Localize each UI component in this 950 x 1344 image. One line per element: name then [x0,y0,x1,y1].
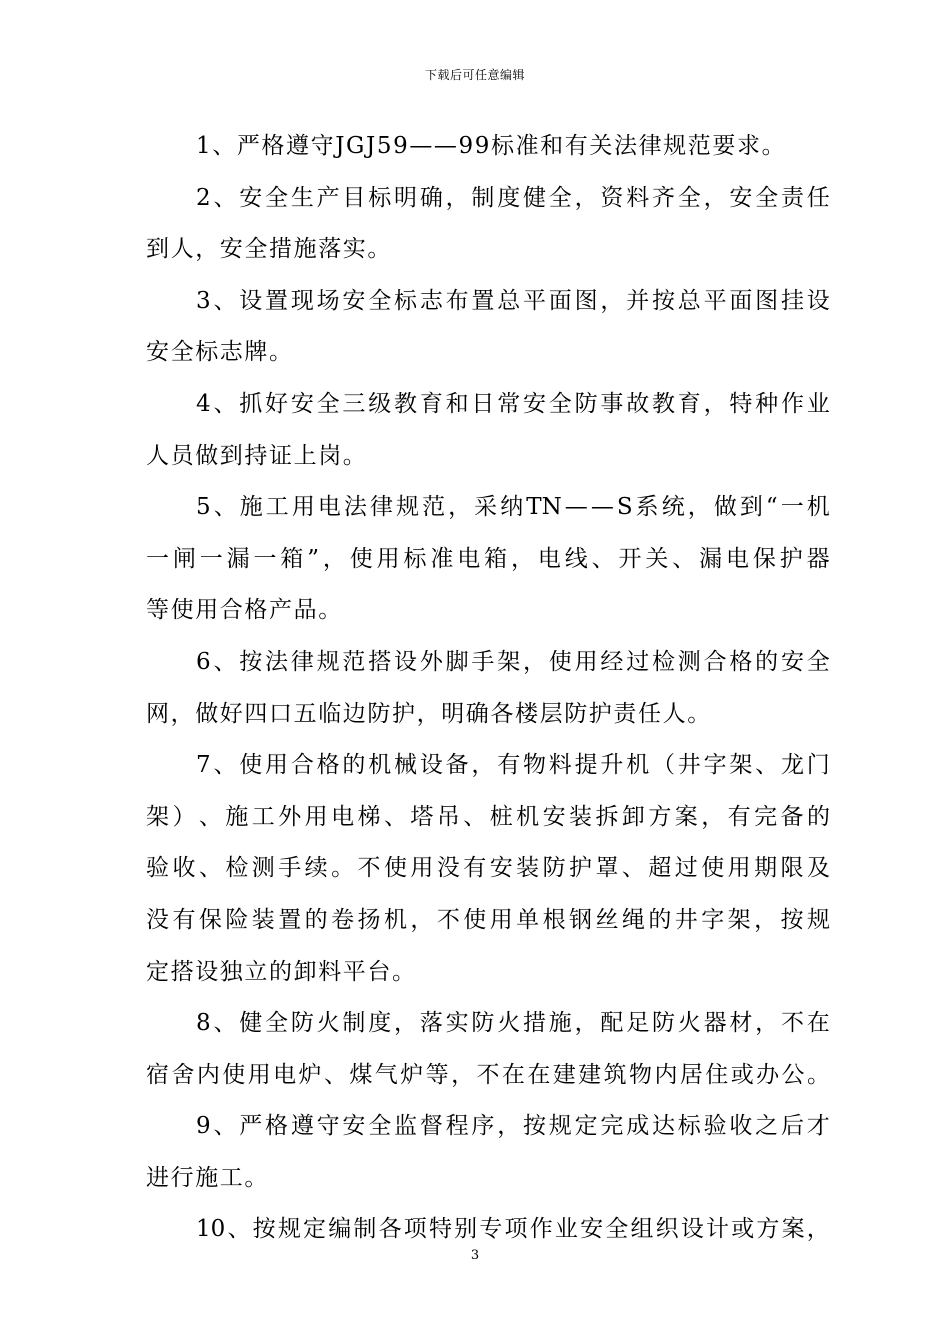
paragraph-7-line-2: 架 ） 、 施 工 外 用 电 梯 、 塔 吊 、 桩 机 安 装 拆 卸 方 案 ， 有 完 备 的 [146,803,830,830]
paragraph-4-line-2: 人员做到持证上岗。 [146,442,368,469]
paragraph-8-line-1: 8 、 健 全 防 火 制 度 ， 落 实 防 火 措 施 ， 配 足 防 火 器 材 ， 不 在 [196,1010,830,1037]
paragraph-7-line-5: 定搭设独立的卸料平台。 [146,958,417,985]
paragraph-7-line-4: 没 有 保 险 装 置 的 卷 扬 机 ， 不 使 用 单 根 钢 丝 绳 的 井 字 架 ， 按 规 [146,906,830,933]
paragraph-6-line-2: 网，做好四口五临边防护，明确各楼层防护责任人。 [146,700,712,727]
paragraph-5-line-2: 一 闸 一 漏 一 箱 ” ， 使 用 标 准 电 箱 ， 电 线 、 开 关 、 漏 电 保 护 器 [146,545,830,572]
paragraph-3-line-1: 3 、 设 置 现 场 安 全 标 志 布 置 总 平 面 图 ， 并 按 总 平 面 图 挂 设 [196,287,830,314]
paragraph-7-line-1: 7 、 使 用 合 格 的 机 械 设 备 ， 有 物 料 提 升 机 （ 井 字 架 、 龙 门 [196,752,830,779]
document-body [146,124,830,1259]
paragraph-8-line-2: 宿 舍 内 使 用 电 炉 、 煤 气 炉 等 ， 不 在 在 建 建 筑 物 内 居 住 或 办 公 。 [146,1061,830,1088]
paragraph-10-line-1: 10 、 按 规 定 编 制 各 项 特 别 专 项 作 业 安 全 组 织 设 计 或 方 案 ， [196,1216,830,1243]
paragraph-1-line-1: 1、严格遵守JGJ59——99标准和有关法律规范要求。 [196,133,787,159]
paragraph-7-line-3: 验 收 、 检 测 手 续 。 不 使 用 没 有 安 装 防 护 罩 、 超 过 使 用 期 限 及 [146,855,830,882]
paragraph-9-line-2: 进行施工。 [146,1164,269,1191]
paragraph-5-line-3: 等使用合格产品。 [146,597,343,624]
paragraph-9-line-1: 9 、 严 格 遵 守 安 全 监 督 程 序 ， 按 规 定 完 成 达 标 验 收 之 后 才 [196,1113,830,1140]
paragraph-4-line-1: 4 、 抓 好 安 全 三 级 教 育 和 日 常 安 全 防 事 故 教 育 ， 特 种 作 业 [196,390,830,417]
paragraph-2-line-1: 2 、 安 全 生 产 目 标 明 确 ， 制 度 健 全 ， 资 料 齐 全 ， 安 全 责 任 [196,184,830,211]
page-header: 下载后可任意编辑 [424,68,525,82]
page-number: 3 [470,1248,480,1263]
paragraph-6-line-1: 6 、 按 法 律 规 范 搭 设 外 脚 手 架 ， 使 用 经 过 检 测 合 格 的 安 全 [196,648,830,675]
paragraph-2-line-2: 到人，安全措施落实。 [146,236,392,263]
paragraph-5-line-1: 5 、 施 工 用 电 法 律 规 范 ， 采 纳 TN — — S 系 统 ， 做 到 “ 一 机 [196,494,830,521]
paragraph-3-line-2: 安全标志牌。 [146,339,294,366]
